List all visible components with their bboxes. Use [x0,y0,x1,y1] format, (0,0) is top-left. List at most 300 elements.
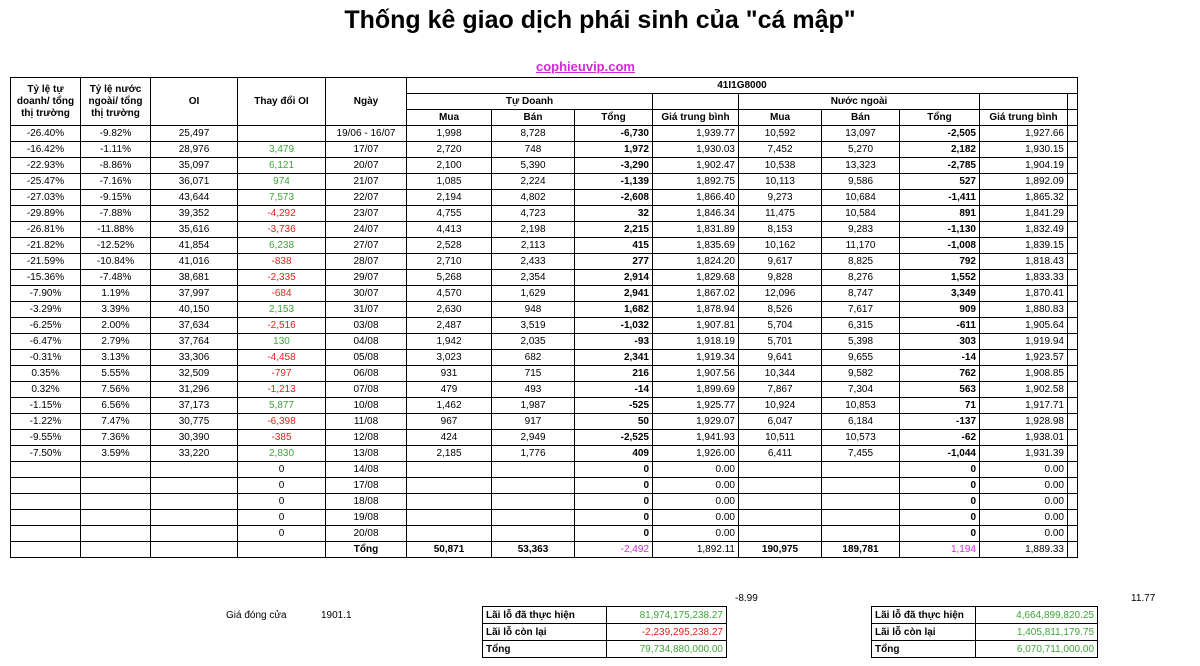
cell-td-buy: 931 [407,366,492,382]
cell-nn-sell: 9,283 [822,222,900,238]
cell-spacer [1068,302,1078,318]
cell-td-buy [407,494,492,510]
cell-nn-buy: 9,273 [739,190,822,206]
cell-td-sell: 1,776 [492,446,575,462]
cell-td-total: 2,941 [575,286,653,302]
cell-oi-change: -6,398 [238,414,326,430]
table-row [11,462,1078,478]
pnl-value: 1,405,811,179.75 [976,624,1098,641]
cell-td-avg: 1,925.77 [653,398,739,414]
cell-td-avg: 1,926.00 [653,446,739,462]
header-td-total: Tổng [575,110,653,126]
cell-spacer [1068,398,1078,414]
table-row [11,446,1078,462]
cell-nn-buy: 6,047 [739,414,822,430]
cell-nn-buy: 8,526 [739,302,822,318]
cell-oi [151,462,238,478]
cell-spacer [1068,174,1078,190]
cell-ratio-nn: 6.56% [81,398,151,414]
table-row [11,510,1078,526]
table-row [11,414,1078,430]
table-row [11,494,1078,510]
cell-oi: 38,681 [151,270,238,286]
cell-oi: 33,220 [151,446,238,462]
cell-td-buy: 1,942 [407,334,492,350]
cell-empty [81,542,151,558]
cell-td-buy: 4,413 [407,222,492,238]
cell-td-sell: 2,113 [492,238,575,254]
cell-nn-sell: 6,184 [822,414,900,430]
header-spacer [980,94,1068,110]
cell-oi-change: -1,213 [238,382,326,398]
cell-nn-buy: 11,475 [739,206,822,222]
cell-td-avg: 0.00 [653,478,739,494]
header-nn-buy: Mua [739,110,822,126]
cell-date: 11/08 [326,414,407,430]
cell-td-avg: 1,829.68 [653,270,739,286]
cell-ratio-nn: -10.84% [81,254,151,270]
cell-date: 06/08 [326,366,407,382]
cell-ratio-nn: 3.59% [81,446,151,462]
cell-ratio-td [11,526,81,542]
cell-date: 19/08 [326,510,407,526]
cell-td-sell: 748 [492,142,575,158]
cell-spacer [1068,238,1078,254]
cell-ratio-nn: -7.48% [81,270,151,286]
cell-spacer [1068,478,1078,494]
cell-date: 12/08 [326,430,407,446]
table-row [11,382,1078,398]
cell-spacer [1068,318,1078,334]
cell-ratio-td: -9.55% [11,430,81,446]
cell-oi: 40,150 [151,302,238,318]
cell-nn-buy: 7,867 [739,382,822,398]
cell-td-sell: 4,723 [492,206,575,222]
table-row [11,286,1078,302]
cell-td-buy: 3,023 [407,350,492,366]
cell-td-avg: 1,878.94 [653,302,739,318]
cell-nn-avg: 0.00 [980,510,1068,526]
cell-ratio-td: -15.36% [11,270,81,286]
cell-oi: 30,775 [151,414,238,430]
cell-nn-sell: 9,655 [822,350,900,366]
cell-td-sell: 3,519 [492,318,575,334]
cell-td-avg: 1,835.69 [653,238,739,254]
cell-nn-sell [822,494,900,510]
cell-spacer [1068,254,1078,270]
cell-nn-avg: 1,902.58 [980,382,1068,398]
cell-spacer [1068,286,1078,302]
nn-price-diff: 11.77 [1131,593,1156,604]
cell-ratio-nn: 3.39% [81,302,151,318]
page-title: Thống kê giao dịch phái sinh của "cá mập" [344,6,856,34]
cell-td-sell [492,526,575,542]
cell-oi-change: -684 [238,286,326,302]
cell-td-sell [492,462,575,478]
cell-td-buy: 2,630 [407,302,492,318]
cell-oi-change: 3,479 [238,142,326,158]
cell-td-avg: 1,929.07 [653,414,739,430]
pnl-table-nn [871,606,1098,658]
pnl-row [483,641,727,658]
cell-ratio-nn: 2.00% [81,318,151,334]
cell-date: 13/08 [326,446,407,462]
cell-date: 22/07 [326,190,407,206]
cell-nn-buy [739,526,822,542]
cell-ratio-nn: 7.36% [81,430,151,446]
cell-ratio-nn: 5.55% [81,366,151,382]
cell-nn-buy [739,510,822,526]
cell-td-sell: 8,728 [492,126,575,142]
cell-nn-buy [739,478,822,494]
cell-ratio-nn: -11.88% [81,222,151,238]
cell-oi-change: 6,121 [238,158,326,174]
pnl-label: Lãi lỗ đã thực hiện [483,607,607,624]
cell-td-avg: 0.00 [653,510,739,526]
cell-ratio-td [11,510,81,526]
cell-date: 07/08 [326,382,407,398]
cell-ratio-td: -1.15% [11,398,81,414]
cell-oi: 37,634 [151,318,238,334]
cell-nn-avg: 0.00 [980,526,1068,542]
header-group-td: Tự Doanh [407,94,653,110]
cell-td-avg: 1,831.89 [653,222,739,238]
cell-nn-buy: 10,113 [739,174,822,190]
cell-oi-change: 0 [238,478,326,494]
cell-oi-change: 5,877 [238,398,326,414]
cell-nn-total: -137 [900,414,980,430]
cell-oi-change: 2,153 [238,302,326,318]
cell-td-total: 0 [575,526,653,542]
cell-nn-buy: 10,162 [739,238,822,254]
cell-nn-buy: 12,096 [739,286,822,302]
cell-td-sell [492,478,575,494]
cell-nn-buy: 10,344 [739,366,822,382]
cell-ratio-td: 0.35% [11,366,81,382]
cell-nn-avg: 1,923.57 [980,350,1068,366]
cell-oi: 37,173 [151,398,238,414]
cell-td-buy: 2,528 [407,238,492,254]
pnl-value: 79,734,880,000.00 [607,641,727,658]
cell-ratio-nn: -9.82% [81,126,151,142]
cell-date: 30/07 [326,286,407,302]
cell-nn-buy [739,462,822,478]
cell-nn-total: -14 [900,350,980,366]
cell-oi-change: 0 [238,526,326,542]
totals-nn-avg: 1,889.33 [980,542,1068,558]
cell-ratio-nn: -7.16% [81,174,151,190]
cell-nn-avg: 1,930.15 [980,142,1068,158]
cell-oi: 41,854 [151,238,238,254]
cell-td-sell: 493 [492,382,575,398]
header-date: Ngày [326,78,407,126]
cell-nn-total: 527 [900,174,980,190]
cell-td-buy: 5,268 [407,270,492,286]
cell-nn-avg: 1,904.19 [980,158,1068,174]
table-row [11,222,1078,238]
cell-nn-sell: 11,170 [822,238,900,254]
cell-nn-sell: 6,315 [822,318,900,334]
cell-oi [151,478,238,494]
cell-td-avg: 1,892.75 [653,174,739,190]
cell-ratio-td: -27.03% [11,190,81,206]
cell-nn-avg: 1,919.94 [980,334,1068,350]
cell-td-buy: 2,100 [407,158,492,174]
cell-ratio-nn [81,462,151,478]
cell-nn-total: 3,349 [900,286,980,302]
cell-oi-change: -797 [238,366,326,382]
cell-nn-total: -1,130 [900,222,980,238]
cell-spacer [1068,190,1078,206]
cell-spacer [1068,494,1078,510]
cell-ratio-td: -16.42% [11,142,81,158]
cell-ratio-nn: -1.11% [81,142,151,158]
cell-td-sell: 2,035 [492,334,575,350]
cell-spacer [1068,350,1078,366]
cell-oi-change: 130 [238,334,326,350]
cell-oi-change: 974 [238,174,326,190]
table-row [11,430,1078,446]
cell-nn-sell: 8,747 [822,286,900,302]
header-group-nn: Nước ngoài [739,94,980,110]
cell-nn-total: 762 [900,366,980,382]
cell-td-total: 409 [575,446,653,462]
cell-td-sell: 1,629 [492,286,575,302]
cell-nn-avg: 1,841.29 [980,206,1068,222]
cell-td-total: -2,608 [575,190,653,206]
cell-td-total: 1,682 [575,302,653,318]
cell-ratio-nn [81,478,151,494]
table-row [11,174,1078,190]
header-ratio-nn: Tỷ lệ nước ngoài/ tổng thị trường [81,78,151,126]
cell-td-sell: 4,802 [492,190,575,206]
cell-spacer [1068,126,1078,142]
cell-spacer [1068,382,1078,398]
table-row [11,478,1078,494]
cell-ratio-td: -6.25% [11,318,81,334]
cell-nn-avg: 0.00 [980,494,1068,510]
cell-td-sell: 917 [492,414,575,430]
cell-spacer [1068,270,1078,286]
cell-nn-sell: 5,398 [822,334,900,350]
totals-td-buy: 50,871 [407,542,492,558]
cell-date: 17/07 [326,142,407,158]
cell-nn-sell: 8,276 [822,270,900,286]
header-nn-sell: Bán [822,110,900,126]
pnl-value: 6,070,711,000.00 [976,641,1098,658]
cell-td-sell: 2,949 [492,430,575,446]
totals-label: Tổng [326,542,407,558]
cell-oi: 43,644 [151,190,238,206]
cell-nn-total: 0 [900,462,980,478]
cell-date: 20/08 [326,526,407,542]
cell-date: 24/07 [326,222,407,238]
cell-nn-total: 0 [900,526,980,542]
cell-oi-change: -385 [238,430,326,446]
cell-spacer [1068,414,1078,430]
pnl-row [483,607,727,624]
header-spacer [1068,94,1078,110]
cell-oi: 25,497 [151,126,238,142]
cell-oi-change: -838 [238,254,326,270]
cell-nn-sell: 10,853 [822,398,900,414]
cell-td-sell: 2,354 [492,270,575,286]
cell-date: 14/08 [326,462,407,478]
cell-ratio-td: -0.31% [11,350,81,366]
cell-spacer [1068,222,1078,238]
cell-td-total: 2,341 [575,350,653,366]
cell-nn-sell: 10,684 [822,190,900,206]
cell-oi: 33,306 [151,350,238,366]
cell-date: 03/08 [326,318,407,334]
cell-td-total: -93 [575,334,653,350]
cell-ratio-td: -3.29% [11,302,81,318]
cell-ratio-td [11,462,81,478]
cell-td-buy: 424 [407,430,492,446]
cell-td-buy: 2,185 [407,446,492,462]
cell-nn-sell [822,526,900,542]
cell-nn-total: -1,411 [900,190,980,206]
cell-spacer [1068,510,1078,526]
cell-nn-avg: 0.00 [980,478,1068,494]
pnl-value: 4,664,899,820.25 [976,607,1098,624]
cell-td-total: 0 [575,510,653,526]
cell-td-total: 2,215 [575,222,653,238]
pnl-label: Tổng [872,641,976,658]
cell-nn-total: 71 [900,398,980,414]
cell-ratio-td: -7.90% [11,286,81,302]
cell-ratio-nn: 3.13% [81,350,151,366]
cell-td-total: 415 [575,238,653,254]
cell-ratio-td: -7.50% [11,446,81,462]
cell-nn-buy: 5,701 [739,334,822,350]
cell-td-total: 0 [575,478,653,494]
cell-td-avg: 1,939.77 [653,126,739,142]
td-price-diff: -8.99 [735,593,758,604]
table-row [11,334,1078,350]
table-row [11,526,1078,542]
table-row [11,270,1078,286]
totals-nn-buy: 190,975 [739,542,822,558]
totals-nn-sell: 189,781 [822,542,900,558]
cell-oi [151,526,238,542]
cell-nn-total: 909 [900,302,980,318]
cell-ratio-td: -6.47% [11,334,81,350]
cell-nn-avg: 1,905.64 [980,318,1068,334]
header-contract: 41I1G8000 [407,78,1078,94]
cell-nn-total: 0 [900,494,980,510]
table-row [11,126,1078,142]
cell-nn-buy: 6,411 [739,446,822,462]
cell-nn-total: -1,044 [900,446,980,462]
cell-empty [11,542,81,558]
site-link[interactable]: cophieuvip.com [536,59,635,74]
cell-date: 27/07 [326,238,407,254]
cell-spacer [1068,206,1078,222]
cell-oi-change: -4,292 [238,206,326,222]
cell-td-sell: 1,987 [492,398,575,414]
table-row [11,206,1078,222]
cell-oi-change: -4,458 [238,350,326,366]
cell-ratio-nn: 1.19% [81,286,151,302]
header-spacer [1068,110,1078,126]
cell-td-total: -6,730 [575,126,653,142]
cell-nn-avg: 1,931.39 [980,446,1068,462]
cell-oi: 35,097 [151,158,238,174]
pnl-label: Tổng [483,641,607,658]
cell-ratio-nn: -9.15% [81,190,151,206]
cell-ratio-td: -26.40% [11,126,81,142]
cell-td-sell: 948 [492,302,575,318]
cell-spacer [1068,158,1078,174]
cell-nn-sell: 9,586 [822,174,900,190]
cell-oi [151,494,238,510]
cell-oi-change: -2,516 [238,318,326,334]
cell-oi: 30,390 [151,430,238,446]
cell-nn-total: 0 [900,478,980,494]
cell-td-sell: 2,224 [492,174,575,190]
cell-nn-buy: 8,153 [739,222,822,238]
cell-nn-total: 792 [900,254,980,270]
cell-date: 28/07 [326,254,407,270]
cell-nn-avg: 1,833.33 [980,270,1068,286]
cell-td-buy: 2,487 [407,318,492,334]
table-row [11,350,1078,366]
cell-td-total: 50 [575,414,653,430]
cell-spacer [1068,334,1078,350]
cell-td-total: 0 [575,462,653,478]
cell-nn-avg: 1,880.83 [980,302,1068,318]
cell-date: 19/06 - 16/07 [326,126,407,142]
cell-td-total: -1,139 [575,174,653,190]
cell-ratio-nn: 2.79% [81,334,151,350]
cell-nn-sell [822,478,900,494]
cell-ratio-td: -26.81% [11,222,81,238]
cell-nn-sell: 5,270 [822,142,900,158]
table-row [11,398,1078,414]
cell-oi-change: 0 [238,494,326,510]
cell-td-buy: 4,570 [407,286,492,302]
cell-td-sell: 2,198 [492,222,575,238]
cell-nn-avg: 1,927.66 [980,126,1068,142]
cell-date: 20/07 [326,158,407,174]
cell-oi: 41,016 [151,254,238,270]
cell-td-sell [492,494,575,510]
table-row [11,318,1078,334]
cell-td-buy [407,462,492,478]
cell-td-buy [407,510,492,526]
cell-td-avg: 1,907.81 [653,318,739,334]
header-spacer [653,94,739,110]
cell-nn-avg: 1,908.85 [980,366,1068,382]
cell-nn-buy: 5,704 [739,318,822,334]
cell-nn-buy: 9,828 [739,270,822,286]
cell-td-total: -1,032 [575,318,653,334]
cell-nn-sell [822,462,900,478]
cell-td-buy: 479 [407,382,492,398]
cell-nn-avg: 1,832.49 [980,222,1068,238]
table-row [11,302,1078,318]
totals-nn-total: 1,194 [900,542,980,558]
cell-td-buy: 1,998 [407,126,492,142]
cell-td-avg: 1,899.69 [653,382,739,398]
cell-nn-total: 563 [900,382,980,398]
pnl-label: Lãi lỗ còn lại [483,624,607,641]
cell-spacer [1068,462,1078,478]
cell-td-total: 1,972 [575,142,653,158]
cell-td-buy [407,526,492,542]
cell-nn-total: -1,008 [900,238,980,254]
